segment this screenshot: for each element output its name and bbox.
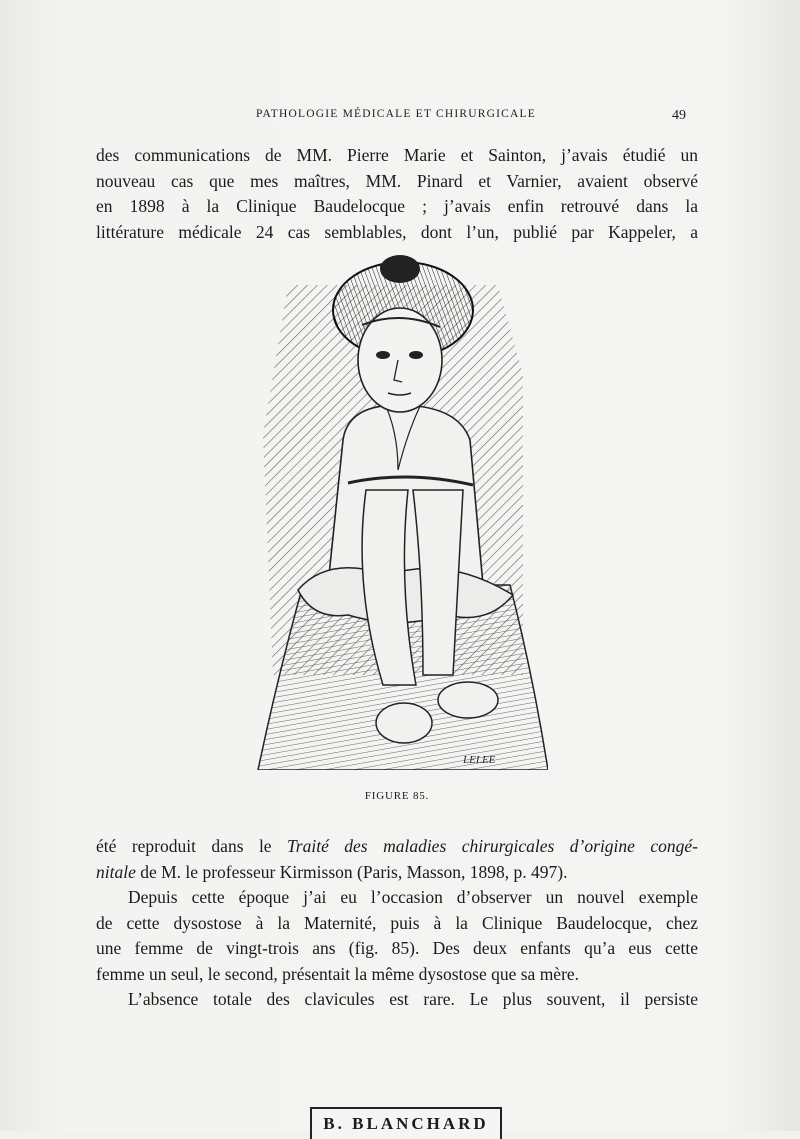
- text-fragment: de M. le professeur Kirmisson (Paris, Masson, 1898, p. 497).: [135, 861, 568, 882]
- bottom-paragraph: [96, 834, 698, 1013]
- text-line: nouveau cas que mes maîtres, MM. Pinard et Varnier, avaient observé: [96, 170, 698, 191]
- book-title-italic: Traité des maladies chirurgicales d’origine congé-: [287, 836, 698, 856]
- text-line: de cette dysostose à la Maternité, puis à la Clinique Baudelocque, chez: [96, 912, 698, 933]
- running-title: PATHOLOGIE MÉDICALE ET CHIRURGICALE: [256, 108, 536, 120]
- text-line: littérature médicale 24 cas semblables, dont l’un, publié par Kappeler, a: [96, 221, 698, 242]
- text-line: des communications de MM. Pierre Marie et Sainton, j’avais étudié un: [96, 145, 698, 165]
- text-fragment: été reproduit dans le: [96, 836, 288, 856]
- text-line: une femme de vingt-trois ans (fig. 85). Des deux enfants qu’a eus cette: [96, 938, 698, 958]
- top-paragraph: [96, 143, 698, 245]
- book-title-italic: nitale: [96, 861, 136, 882]
- library-stamp: B. BLANCHARD: [310, 1107, 502, 1139]
- text-line: [96, 860, 698, 886]
- text-line: femme un seul, le second, présentait la même dysostose que sa mère.: [96, 963, 580, 984]
- text-line: en 1898 à la Clinique Baudelocque ; j’avais enfin retrouvé dans la: [96, 196, 698, 216]
- page-number: 49: [672, 108, 686, 123]
- engraving-woman-portrait: [248, 255, 548, 770]
- figure-caption: FIGURE 85.: [364, 790, 430, 802]
- running-head: [96, 108, 696, 128]
- text-line: Depuis cette époque j’ai eu l’occasion d’observer un nouvel exemple: [128, 887, 698, 907]
- text-line: [96, 834, 698, 860]
- figure-illustration: [248, 255, 548, 770]
- text-line: L’absence totale des clavicules est rare. Le plus souvent, il persiste: [128, 989, 698, 1009]
- engraver-signature: LELEE: [463, 754, 496, 766]
